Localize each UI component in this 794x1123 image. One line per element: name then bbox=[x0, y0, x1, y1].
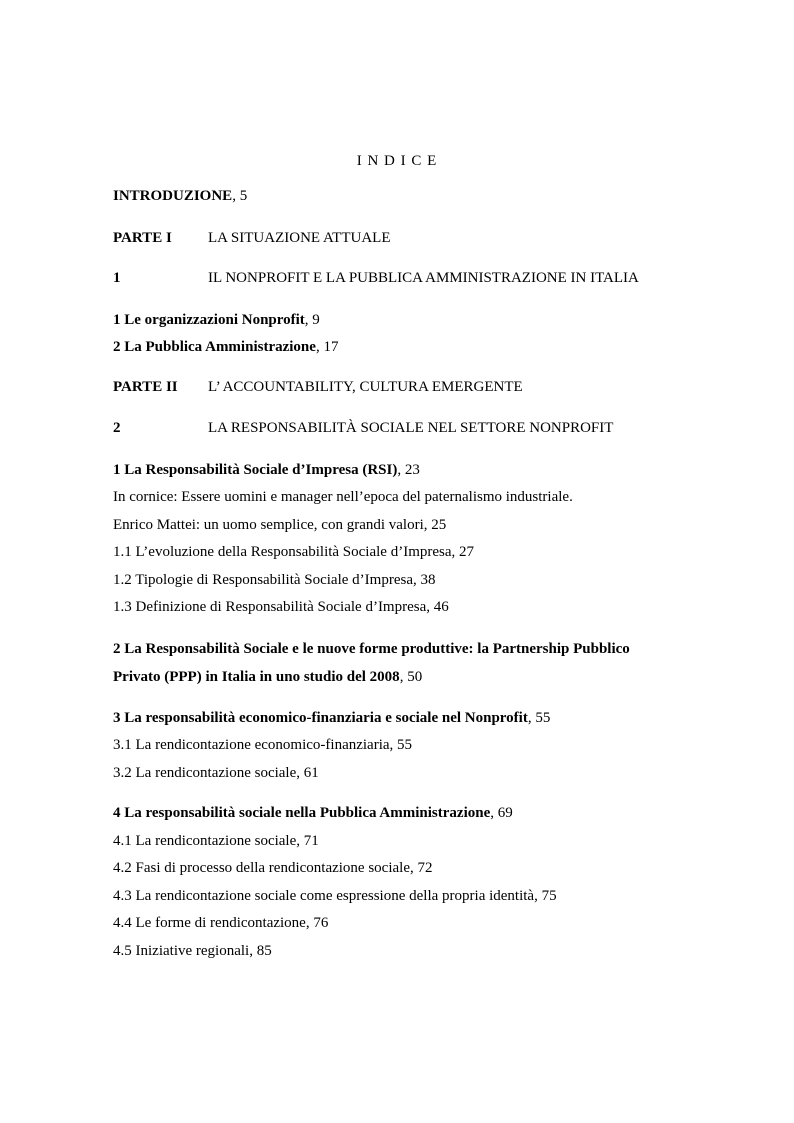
toc-entry-label: Privato (PPP) in Italia in uno studio del 2008 bbox=[113, 669, 400, 685]
chapter-heading-2 bbox=[113, 419, 613, 437]
toc-entry bbox=[113, 338, 338, 356]
toc-entry: 4.2 Fasi di processo della rendicontazione sociale, 72 bbox=[113, 860, 433, 876]
chapter-number: 2 bbox=[113, 420, 121, 436]
toc-entry-introduction bbox=[113, 187, 247, 205]
chapter-number: 1 bbox=[113, 270, 121, 286]
toc-section-2-line-1: 2 La Responsabilità Sociale e le nuove forme produttive: la Partnership Pubblico bbox=[113, 641, 630, 657]
toc-section-3 bbox=[113, 709, 550, 727]
part-title: LA SITUAZIONE ATTUALE bbox=[208, 230, 391, 246]
part-title: L’ ACCOUNTABILITY, CULTURA EMERGENTE bbox=[208, 379, 523, 395]
chapter-title: IL NONPROFIT E LA PUBBLICA AMMINISTRAZIONE IN ITALIA bbox=[208, 270, 639, 286]
chapter-title: LA RESPONSABILITÀ SOCIALE NEL SETTORE NONPROFIT bbox=[208, 420, 614, 436]
toc-entry: 4.1 La rendicontazione sociale, 71 bbox=[113, 833, 319, 849]
toc-entry-label: 3 La responsabilità economico-finanziaria e sociale nel Nonprofit bbox=[113, 710, 528, 726]
toc-entry-page: , 17 bbox=[315, 339, 339, 355]
page-title: I N D I C E bbox=[356, 153, 438, 169]
toc-entry: 3.2 La rendicontazione sociale, 61 bbox=[113, 765, 319, 781]
toc-entry-label: 2 La Pubblica Amministrazione bbox=[113, 339, 316, 355]
toc-entry: 3.1 La rendicontazione economico-finanziaria, 55 bbox=[113, 737, 413, 753]
toc-entry: 4.3 La rendicontazione sociale come espressione della propria identità, 75 bbox=[113, 888, 557, 904]
toc-section-4 bbox=[113, 804, 513, 822]
toc-entry: 4.5 Iniziative regionali, 85 bbox=[113, 943, 272, 959]
toc-entry: 1.2 Tipologie di Responsabilità Sociale d’Impresa, 38 bbox=[113, 572, 436, 588]
toc-entry bbox=[113, 311, 320, 329]
toc-section-1 bbox=[113, 461, 420, 479]
toc-entry-label: 1 La Responsabilità Sociale d’Impresa (RSI) bbox=[113, 462, 398, 478]
toc-entry: Enrico Mattei: un uomo semplice, con grandi valori, 25 bbox=[113, 517, 447, 533]
toc-entry-label: 4 La responsabilità sociale nella Pubblica Amministrazione bbox=[113, 805, 491, 821]
toc-entry-page: , 55 bbox=[527, 710, 551, 726]
toc-entry-page: , 23 bbox=[397, 462, 420, 478]
part-label: PARTE I bbox=[113, 230, 172, 246]
part-label: PARTE II bbox=[113, 379, 178, 395]
part-heading-2 bbox=[113, 378, 523, 396]
toc-entry-page: , 50 bbox=[399, 669, 423, 685]
toc-entry: 1.3 Definizione di Responsabilità Sociale d’Impresa, 46 bbox=[113, 599, 449, 615]
toc-entry: In cornice: Essere uomini e manager nell’epoca del paternalismo industriale. bbox=[113, 489, 573, 505]
toc-section-2-line-2 bbox=[113, 668, 422, 686]
toc-entry: 1.1 L’evoluzione della Responsabilità Sociale d’Impresa, 27 bbox=[113, 544, 475, 560]
toc-entry-page: , 5 bbox=[232, 188, 248, 204]
toc-entry-page: , 69 bbox=[490, 805, 513, 821]
chapter-heading-1 bbox=[113, 269, 639, 287]
part-heading-1 bbox=[113, 229, 390, 247]
toc-entry-label: INTRODUZIONE bbox=[113, 188, 233, 204]
toc-entry: 4.4 Le forme di rendicontazione, 76 bbox=[113, 915, 329, 931]
toc-entry-page: , 9 bbox=[304, 312, 320, 328]
toc-entry-label: 1 Le organizzazioni Nonprofit bbox=[113, 312, 305, 328]
